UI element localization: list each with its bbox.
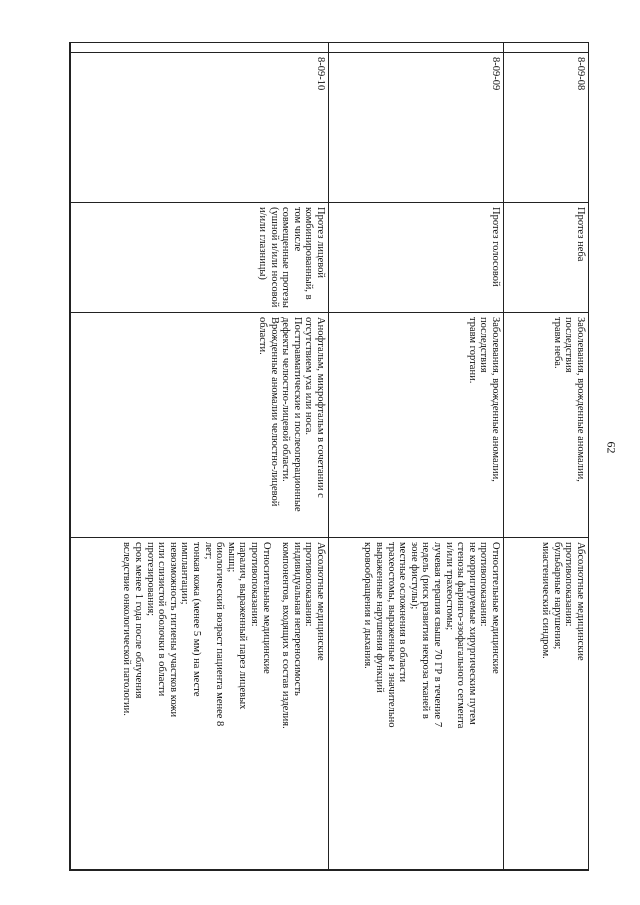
disease-line: травм неба. <box>551 317 563 369</box>
disease-line: Заболевания, врожденные аномалии, последствия <box>478 317 501 482</box>
disease-line: Посттравматические и послеоперационные <box>291 317 303 512</box>
code-cell <box>504 53 589 203</box>
contraindication-line: стенозы фаринго-эзофагального сегмента <box>455 542 467 729</box>
contraindication-line: выраженные нарушения функций <box>374 542 386 693</box>
disease-line: дефекты челюстно-лицевой области. <box>280 317 292 482</box>
product-code: 8-09-08 <box>575 57 586 91</box>
table-row <box>70 43 329 871</box>
product-name-cell <box>329 203 504 313</box>
disease-line: травм гортани. <box>466 317 478 384</box>
empty-cell <box>504 43 589 53</box>
disease-line: Врожденные аномалии челюстно-лицевой области. <box>257 317 280 507</box>
contraindication-line: невозможность гигиены участков кожи <box>167 542 179 718</box>
contraindication-line: противопоказания: <box>249 542 261 627</box>
contraindication-line: недель (риск развития некроза тканей в <box>420 542 432 719</box>
disease-line: отсутствием уха или носа. <box>303 317 315 436</box>
code-cell <box>70 53 329 203</box>
product-name-cell <box>70 203 329 313</box>
contraindication-line: бульбарные нарушения; <box>551 542 563 650</box>
diseases-cell <box>504 313 589 538</box>
product-name-line: том числе <box>291 207 303 252</box>
contraindication-line: протезирования; <box>144 542 156 617</box>
product-code: 8-09-10 <box>315 57 326 91</box>
product-name-line: Протез лицевой <box>315 207 326 278</box>
contraindication-line: и/или трахеостомы; <box>443 542 455 631</box>
contraindication-line: биологический возраст пациента менее 8 <box>214 542 226 727</box>
product-name-line: и/или глазницы) <box>257 207 269 280</box>
contraindication-line: противопоказания: <box>563 542 575 627</box>
contraindications-cell <box>504 538 589 871</box>
contraindication-line: имплантации; <box>179 542 191 605</box>
contraindication-line: миастенический синдром. <box>540 542 552 659</box>
empty-cell <box>70 43 329 53</box>
contraindication-line: Относительные медицинские <box>260 542 272 674</box>
contraindication-line: срок менее 1 года после облучения <box>133 542 145 699</box>
contraindications-cell <box>70 538 329 871</box>
rotated-table-container <box>70 42 589 870</box>
page-number: 62 <box>604 441 619 454</box>
product-name-line: (ушной и/или носовой <box>268 207 280 308</box>
contraindication-line: местные осложнения в области <box>397 542 409 683</box>
contraindication-line: Абсолютные медицинские <box>315 542 326 661</box>
product-name-line: совмещенные протезы <box>280 207 292 308</box>
contraindication-line: или слизистой оболочки в области <box>156 542 168 697</box>
contraindication-line: лет; <box>202 542 214 560</box>
contraindication-line: вследствие онкологической патологии. <box>121 542 133 716</box>
contraindications-cell <box>329 538 504 871</box>
disease-line: Анофтальм, микрофтальм в сочетании с <box>315 317 326 498</box>
contraindication-line: не корригируемые хирургическим путем <box>466 542 478 725</box>
contraindication-line: зоне фистулы); <box>408 542 420 610</box>
product-name-line: комбинированный, в <box>303 207 315 300</box>
contraindication-line: индивидуальная непереносимость <box>291 542 303 696</box>
contraindication-line: трахеостомы, выраженные и значительно <box>385 542 397 728</box>
diseases-cell <box>70 313 329 538</box>
contraindication-line: противопоказания: <box>303 542 315 627</box>
contraindication-line: компонентов, входящих в состав изделия. <box>280 542 292 729</box>
contraindication-line: мышц; <box>225 542 237 573</box>
contraindication-line: Абсолютные медицинские <box>575 542 586 661</box>
product-name-cell <box>504 203 589 313</box>
table-row <box>329 43 504 871</box>
contraindication-line: противопоказания: <box>478 542 490 627</box>
disease-line: Заболевания, врожденные аномалии, последствия <box>563 317 586 482</box>
contraindication-line: Относительные медицинские <box>490 542 501 674</box>
diseases-cell <box>329 313 504 538</box>
empty-cell <box>329 43 504 53</box>
contraindication-line: лучевая терапия свыше 70 ГР в течение 7 <box>432 542 444 728</box>
contraindication-line: паралич, выраженный парез лицевых <box>237 542 249 710</box>
block-gap <box>272 542 280 866</box>
code-cell <box>329 53 504 203</box>
contraindication-line: кровообращения и дыхания. <box>362 542 374 669</box>
product-name-line: Протез голосовой <box>490 207 501 287</box>
table-row <box>504 43 589 871</box>
product-table <box>69 42 589 871</box>
product-code: 8-09-09 <box>490 57 501 91</box>
contraindication-line: тонкая кожа (менее 5 мм) на месте <box>191 542 203 697</box>
product-name-line: Протез неба <box>575 207 586 262</box>
